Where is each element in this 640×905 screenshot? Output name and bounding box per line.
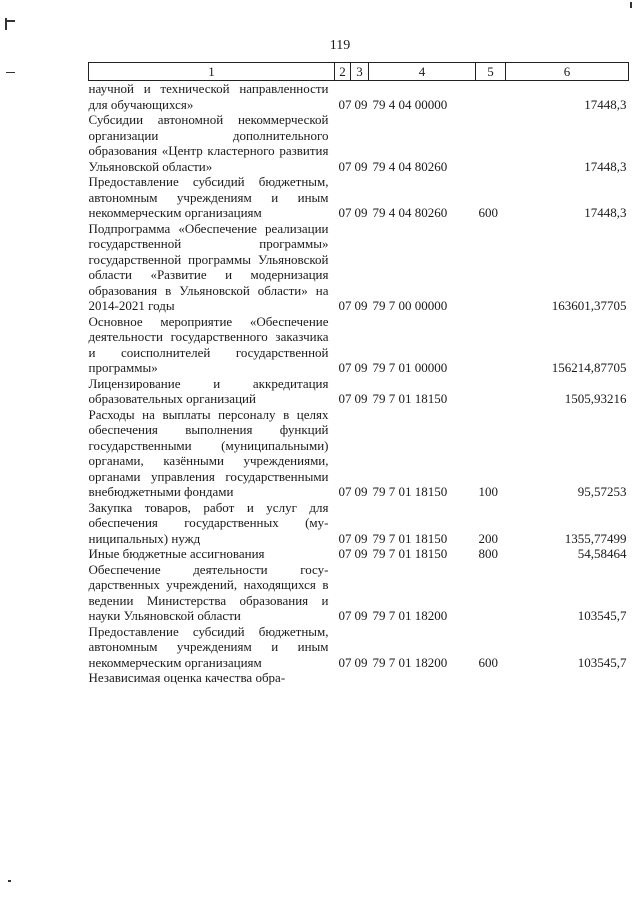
table-row — [89, 500, 629, 547]
budget-table — [88, 62, 629, 686]
row-expense-type: 600 — [478, 205, 498, 220]
row-section: 07 — [338, 360, 352, 375]
table-row — [89, 112, 629, 174]
header-col-6: 6 — [506, 63, 629, 81]
page-number: 119 — [329, 38, 351, 53]
header-col-1: 1 — [89, 63, 335, 81]
row-name: Обеспечение деятельности государственных учреждений, находящихся в ведении Министерства образования и науки Ульяновской области — [88, 561, 329, 623]
row-amount: 103545,7 — [577, 654, 627, 670]
scan-mark — [6, 72, 15, 73]
row-section: 07 — [338, 530, 352, 546]
row-target-article: 79 7 00 00000 — [372, 298, 448, 313]
scan-mark — [8, 880, 11, 882]
row-subsection: 09 — [354, 96, 368, 112]
row-section — [335, 670, 351, 686]
table-row — [89, 174, 629, 221]
table-row — [89, 376, 629, 407]
row-section: 07 — [338, 205, 352, 220]
row-subsection: 09 — [354, 654, 368, 670]
row-target-article: 79 7 01 18150 — [372, 530, 448, 546]
row-name: Иные бюджетные ассигнования — [88, 546, 265, 561]
table-row — [89, 562, 629, 624]
row-target-article: 79 7 01 18200 — [372, 608, 448, 623]
row-section: 07 — [338, 484, 352, 499]
row-amount: 17448,3 — [584, 96, 627, 112]
row-expense-type — [476, 376, 506, 407]
header-col-5: 5 — [476, 63, 506, 81]
row-expense-type — [476, 314, 506, 376]
row-name: Расходы на выплаты персоналу в целях обеспечения выполнения функций государственными (муниципальными) органами, казёнными учреждениями, органами управления государственными внебюджетными фондами — [88, 406, 329, 499]
row-expense-type: 600 — [478, 654, 498, 670]
row-expense-type — [476, 562, 506, 624]
row-target-article: 79 4 04 00000 — [372, 96, 448, 112]
row-amount: 17448,3 — [584, 205, 627, 220]
row-expense-type — [476, 221, 506, 314]
row-expense-type: 800 — [478, 546, 498, 561]
row-target-article: 79 4 04 80260 — [372, 158, 448, 174]
row-subsection: 09 — [354, 158, 368, 174]
row-amount: 163601,37705 — [551, 298, 627, 313]
row-expense-type: 100 — [478, 484, 498, 499]
row-name: Предоставление субсидий бюджетным, автономным учреждениям и иным некоммерческим организациям — [88, 174, 329, 220]
row-target-article: 79 7 01 00000 — [372, 360, 448, 375]
row-amount: 17448,3 — [584, 158, 627, 174]
row-amount: 54,58464 — [577, 546, 627, 561]
row-section: 07 — [338, 391, 352, 406]
row-expense-type — [476, 670, 506, 686]
row-name: Независимая оценка качества обра- — [88, 670, 286, 685]
row-subsection: 09 — [354, 298, 368, 313]
row-expense-type: 200 — [478, 530, 498, 546]
row-amount: 95,57253 — [577, 484, 627, 499]
row-subsection: 09 — [354, 530, 368, 546]
row-amount: 1505,93216 — [564, 391, 627, 406]
row-subsection: 09 — [354, 391, 368, 406]
row-section: 07 — [338, 298, 352, 313]
row-section: 07 — [338, 608, 352, 623]
row-subsection: 09 — [354, 360, 368, 375]
row-amount: 1355,77499 — [564, 530, 627, 546]
row-subsection: 09 — [354, 205, 368, 220]
row-target-article: 79 7 01 18150 — [372, 391, 448, 406]
row-name: Лицензирование и аккредитация образовательных организаций — [88, 375, 329, 406]
row-section: 07 — [338, 96, 352, 112]
table-row — [89, 81, 629, 113]
row-name: научной и технической направленности для обучающихся» — [88, 81, 329, 112]
table-row — [89, 407, 629, 500]
row-target-article: 79 7 01 18150 — [372, 546, 448, 561]
row-name: Основное мероприятие «Обеспечение деятельности государственного заказчика и соисполнителей государственной программы» — [88, 313, 329, 375]
table-row — [89, 624, 629, 671]
row-section: 07 — [338, 158, 352, 174]
row-name: Подпрограмма «Обеспечение реализации государственной программы» государственной программы Ульяновской области «Развитие и модернизация образования в Ульяновской области» на 2014-2021 годы — [88, 220, 329, 313]
row-target-article: 79 7 01 18150 — [372, 484, 448, 499]
row-name: Предоставление субсидий бюджетным, автономным учреждениям и иным некоммерческим организациям — [88, 623, 329, 670]
row-target-article: 79 7 01 18200 — [372, 654, 448, 670]
table-row — [89, 546, 629, 562]
row-subsection: 09 — [354, 546, 368, 561]
row-section: 07 — [338, 654, 352, 670]
row-amount — [506, 670, 629, 686]
row-target-article: 79 4 04 80260 — [372, 205, 448, 220]
row-expense-type — [476, 112, 506, 174]
scan-mark — [6, 20, 15, 22]
row-target-article — [369, 670, 476, 686]
row-amount: 156214,87705 — [551, 360, 627, 375]
row-subsection: 09 — [354, 484, 368, 499]
row-name: Закупка товаров, работ и услуг для обеспечения государственных (муниципальных) нужд — [88, 499, 329, 546]
table-row — [89, 314, 629, 376]
header-col-3: 3 — [351, 63, 369, 81]
table-row — [89, 221, 629, 314]
row-subsection: 09 — [354, 608, 368, 623]
row-amount: 103545,7 — [577, 608, 627, 623]
table-header-row — [89, 63, 629, 81]
table-row — [89, 670, 629, 686]
row-section: 07 — [338, 546, 352, 561]
header-col-2: 2 — [335, 63, 351, 81]
row-expense-type — [476, 81, 506, 113]
scan-mark — [630, 2, 632, 8]
row-subsection — [351, 670, 369, 686]
row-name: Субсидии автономной некоммерческой организации дополнительного образования «Центр кластерного развития Ульяновской области» — [88, 112, 329, 174]
header-col-4: 4 — [369, 63, 476, 81]
